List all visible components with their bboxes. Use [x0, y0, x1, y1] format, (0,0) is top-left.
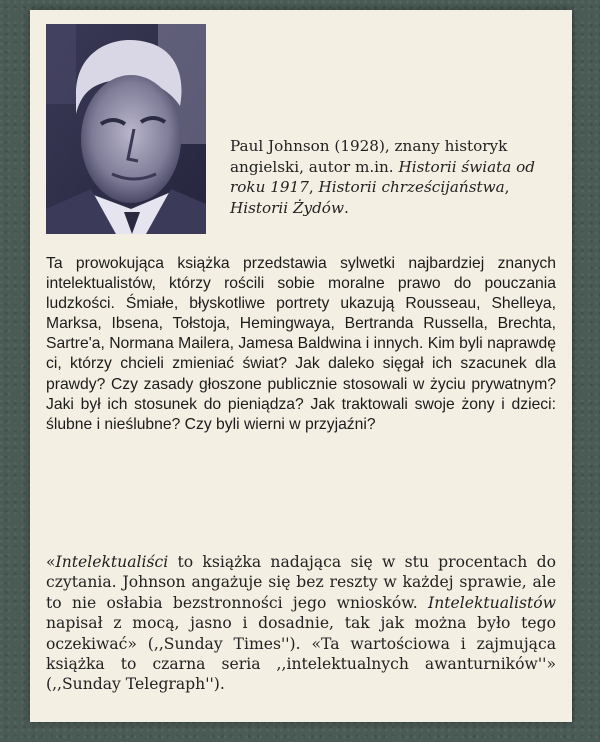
author-bio [230, 136, 566, 218]
review-open-quote: « [46, 553, 56, 571]
review-book-title: Intelektualistów [428, 593, 556, 612]
bio-separator: , [308, 178, 319, 196]
book-description: Ta prowokująca książka przedstawia sylwetki najbardziej znanych intelektualistów, którzy rościli sobie moralne prawo do pouczania ludzkości. Śmiałe, błyskotliwe portrety ukazują Rousseau, Shelleya, Marksa, Ibsena, Tołstoja, Hemingwaya, Bertranda Russella, Brechta, Sartre'a, Normana Mailera, Jamesa Baldwina i innych. Kim byli naprawdę ci, którzy chcieli zmieniać świat? Jak daleko sięgał ich szacunek dla prawdy? Czy zasady głoszone publicznie stosowali w życiu prywatnym? Jaki był ich stosunek do pieniądza? Jak traktowali swoje żony i dzieci: ślubne i nieślubne? Czy byli wierni w przyjaźni? [46, 255, 556, 433]
bio-work-title: Historii chrześcijaństwa [318, 178, 505, 196]
author-portrait [46, 24, 206, 234]
bio-work-title: Historii świata od roku 1917 [230, 157, 535, 196]
review-book-title: Intelektualiści [55, 553, 169, 571]
bio-separator: , [504, 178, 510, 196]
bio-work-title: Historii Żydów [230, 198, 344, 217]
bio-end: . [343, 198, 349, 217]
press-review [46, 552, 556, 695]
bio-intro: Paul Johnson (1928), znany historyk angielski, autor m.in. [230, 137, 508, 176]
review-text: napisał z mocą, jasno i dosadnie, tak jak można było tego oczekiwać» (,,Sunday Times''). «Ta wartościowa i zajmująca książka to czarna seria ,,intelektualnych awanturników''» (,,Sunday Telegraph''). [46, 614, 556, 694]
review-text: to książka nadająca się w stu procentach do czytania. Johnson angażuje się bez reszty w każdej sprawie, ale to nie osłabia bezstronności jego wniosków. [46, 553, 556, 612]
book-back-cover [30, 10, 572, 722]
author-photo-icon [46, 24, 206, 234]
